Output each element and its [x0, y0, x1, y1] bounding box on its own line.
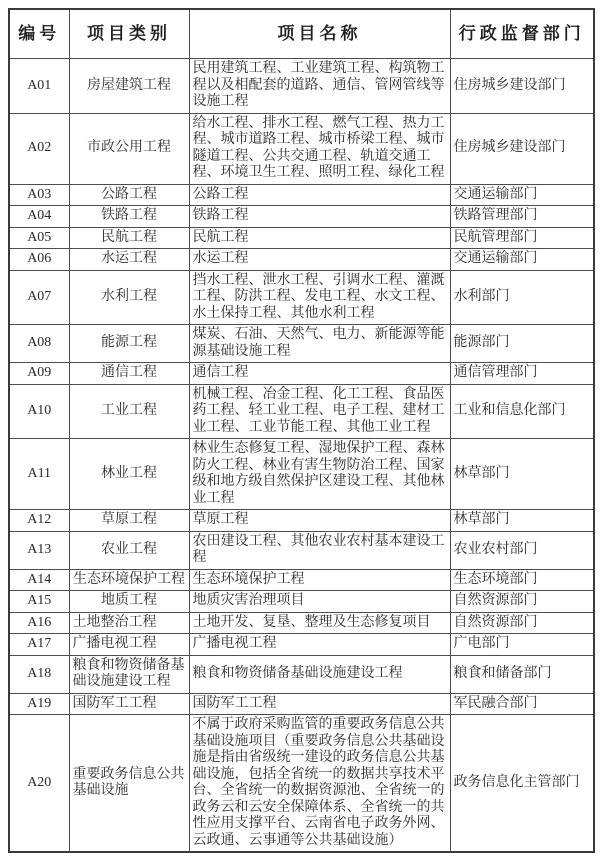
category-cell: 铁路工程 [69, 206, 189, 228]
row-id-cell: A18 [9, 655, 69, 693]
table-row-a13 [9, 531, 594, 569]
row-id-cell: A19 [9, 693, 69, 715]
supervision-dept-cell: 广电部门 [450, 634, 594, 656]
supervision-dept-cell: 农业农村部门 [450, 531, 594, 569]
table-row-a14 [9, 569, 594, 591]
supervision-dept-cell: 军民融合部门 [450, 693, 594, 715]
project-name-cell: 民用建筑工程、工业建筑工程、构筑物工程以及相配套的道路、通信、管网管线等设施工程 [189, 59, 450, 114]
supervision-dept-cell: 粮食和储备部门 [450, 655, 594, 693]
column-header-dept: 行政监督部门 [450, 9, 594, 59]
table-row-a04 [9, 206, 594, 228]
table-row-a06 [9, 249, 594, 271]
row-id-cell: A17 [9, 634, 69, 656]
category-cell: 生态环境保护工程 [69, 569, 189, 591]
project-name-cell: 不属于政府采购监管的重要政务信息公共基础设施项目（重要政务信息公共基础设施是指由省级统一建设的政务信息公共基础设施，包括全省统一的数据共享技术平台、全省统一的数据资源池、全省统一的政务云和云安全保障体系、全省统一的共性应用支撑平台、云南省电子政务外网、云政通、云事通等公共基础设施） [189, 715, 450, 853]
project-name-cell: 农田建设工程、其他农业农村基本建设工程 [189, 531, 450, 569]
category-cell: 能源工程 [69, 325, 189, 363]
category-cell: 公路工程 [69, 184, 189, 206]
supervision-dept-cell: 林草部门 [450, 439, 594, 510]
supervision-dept-cell: 水利部门 [450, 270, 594, 325]
table-row-a09 [9, 363, 594, 385]
category-cell: 农业工程 [69, 531, 189, 569]
project-name-cell: 粮食和物资储备基础设施建设工程 [189, 655, 450, 693]
category-cell: 土地整治工程 [69, 612, 189, 634]
supervision-dept-cell: 自然资源部门 [450, 591, 594, 613]
project-name-cell: 挡水工程、泄水工程、引调水工程、灌溉工程、防洪工程、发电工程、水文工程、水土保持工程、其他水利工程 [189, 270, 450, 325]
supervision-dept-cell: 自然资源部门 [450, 612, 594, 634]
table-row-a18 [9, 655, 594, 693]
category-cell: 广播电视工程 [69, 634, 189, 656]
table-row-a16 [9, 612, 594, 634]
table-row-a17 [9, 634, 594, 656]
category-cell: 草原工程 [69, 510, 189, 532]
category-cell: 林业工程 [69, 439, 189, 510]
project-name-cell: 水运工程 [189, 249, 450, 271]
project-name-cell: 铁路工程 [189, 206, 450, 228]
project-name-cell: 广播电视工程 [189, 634, 450, 656]
table-row-a10 [9, 384, 594, 439]
supervision-dept-cell: 林草部门 [450, 510, 594, 532]
project-name-cell: 林业生态修复工程、湿地保护工程、森林防火工程、林业有害生物防治工程、国家级和地方级自然保护区建设工程、其他林业工程 [189, 439, 450, 510]
row-id-cell: A04 [9, 206, 69, 228]
column-header-id: 编号 [9, 9, 69, 59]
table-row-a20 [9, 715, 594, 853]
supervision-dept-cell: 住房城乡建设部门 [450, 113, 594, 184]
project-name-cell: 土地开发、复垦、整理及生态修复项目 [189, 612, 450, 634]
category-cell: 民航工程 [69, 227, 189, 249]
row-id-cell: A03 [9, 184, 69, 206]
project-category-table [8, 8, 595, 853]
project-name-cell: 草原工程 [189, 510, 450, 532]
row-id-cell: A06 [9, 249, 69, 271]
row-id-cell: A15 [9, 591, 69, 613]
category-cell: 房屋建筑工程 [69, 59, 189, 114]
project-name-cell: 煤炭、石油、天然气、电力、新能源等能源基础设施工程 [189, 325, 450, 363]
project-name-cell: 通信工程 [189, 363, 450, 385]
row-id-cell: A09 [9, 363, 69, 385]
project-name-cell: 公路工程 [189, 184, 450, 206]
table-row-a01 [9, 59, 594, 114]
row-id-cell: A13 [9, 531, 69, 569]
supervision-dept-cell: 铁路管理部门 [450, 206, 594, 228]
project-name-cell: 国防军工工程 [189, 693, 450, 715]
supervision-dept-cell: 工业和信息化部门 [450, 384, 594, 439]
category-cell: 市政公用工程 [69, 113, 189, 184]
table-row-a03 [9, 184, 594, 206]
column-header-category: 项目类别 [69, 9, 189, 59]
supervision-dept-cell: 能源部门 [450, 325, 594, 363]
project-name-cell: 给水工程、排水工程、燃气工程、热力工程、城市道路工程、城市桥梁工程、城市隧道工程、公共交通工程、轨道交通工程、环境卫生工程、照明工程、绿化工程 [189, 113, 450, 184]
table-row-a05 [9, 227, 594, 249]
supervision-dept-cell: 民航管理部门 [450, 227, 594, 249]
table-row-a15 [9, 591, 594, 613]
row-id-cell: A16 [9, 612, 69, 634]
row-id-cell: A11 [9, 439, 69, 510]
category-cell: 通信工程 [69, 363, 189, 385]
category-cell: 国防军工工程 [69, 693, 189, 715]
table-row-a19 [9, 693, 594, 715]
row-id-cell: A10 [9, 384, 69, 439]
header-row [9, 9, 594, 59]
row-id-cell: A08 [9, 325, 69, 363]
category-cell: 水利工程 [69, 270, 189, 325]
category-cell: 粮食和物资储备基础设施建设工程 [69, 655, 189, 693]
table-row-a12 [9, 510, 594, 532]
project-name-cell: 机械工程、冶金工程、化工工程、食品医药工程、轻工业工程、电子工程、建材工业工程、工业节能工程、其他工业工程 [189, 384, 450, 439]
supervision-dept-cell: 通信管理部门 [450, 363, 594, 385]
column-header-name: 项目名称 [189, 9, 450, 59]
category-cell: 工业工程 [69, 384, 189, 439]
row-id-cell: A20 [9, 715, 69, 853]
table-row-a08 [9, 325, 594, 363]
row-id-cell: A05 [9, 227, 69, 249]
supervision-dept-cell: 住房城乡建设部门 [450, 59, 594, 114]
row-id-cell: A12 [9, 510, 69, 532]
row-id-cell: A02 [9, 113, 69, 184]
row-id-cell: A14 [9, 569, 69, 591]
table-row-a07 [9, 270, 594, 325]
supervision-dept-cell: 交通运输部门 [450, 249, 594, 271]
project-name-cell: 地质灾害治理项目 [189, 591, 450, 613]
category-cell: 地质工程 [69, 591, 189, 613]
category-cell: 水运工程 [69, 249, 189, 271]
category-cell: 重要政务信息公共基础设施 [69, 715, 189, 853]
row-id-cell: A07 [9, 270, 69, 325]
table-row-a02 [9, 113, 594, 184]
table-row-a11 [9, 439, 594, 510]
project-name-cell: 生态环境保护工程 [189, 569, 450, 591]
row-id-cell: A01 [9, 59, 69, 114]
supervision-dept-cell: 交通运输部门 [450, 184, 594, 206]
project-name-cell: 民航工程 [189, 227, 450, 249]
supervision-dept-cell: 生态环境部门 [450, 569, 594, 591]
supervision-dept-cell: 政务信息化主管部门 [450, 715, 594, 853]
